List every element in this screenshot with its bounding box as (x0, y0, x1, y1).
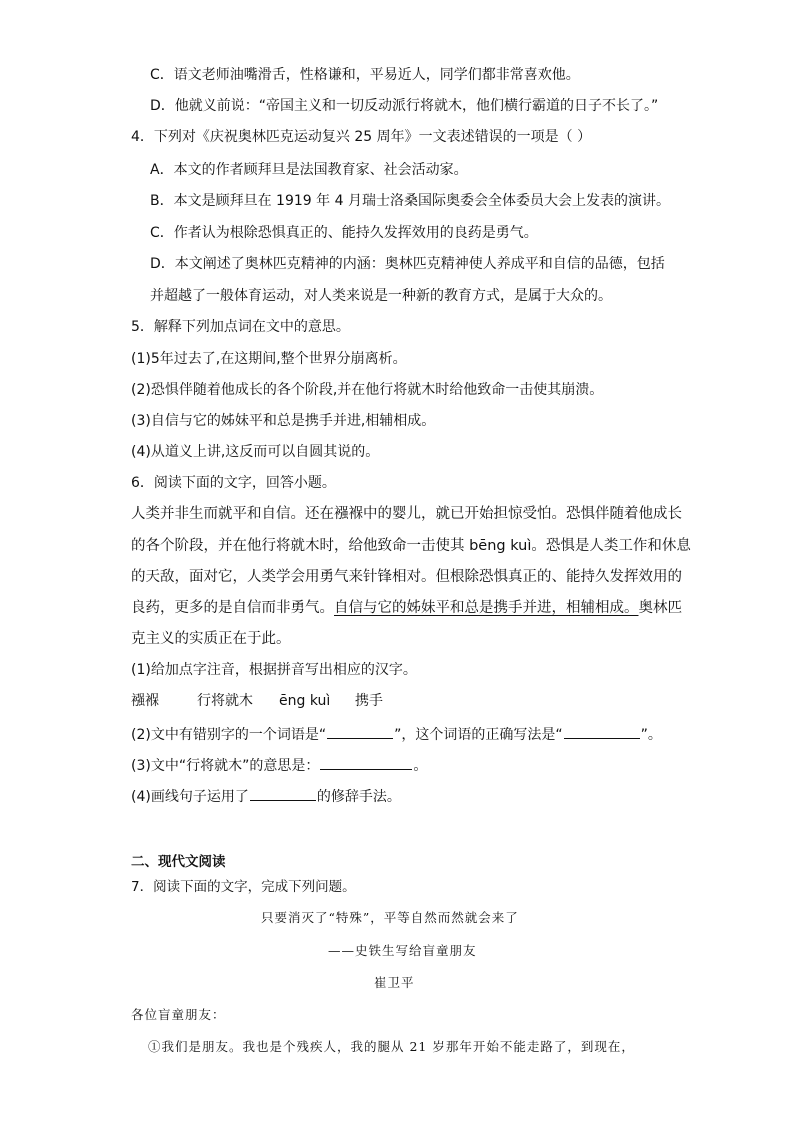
q6-passage-line4-tail: 奥林匹 (638, 600, 682, 616)
q6-sub4-suffix: 的修辞手法。 (316, 789, 401, 805)
q6-sub4-prefix: (4)画线句子运用了 (131, 789, 249, 805)
q3-option-c: C．语文老师油嘴滑舌，性格谦和，平易近人，同学们都非常喜欢他。 (150, 67, 580, 83)
section2-heading: 二、现代文阅读 (131, 854, 226, 870)
q6-passage-line5: 克主义的实质正在于此。 (131, 631, 291, 647)
q4-option-a: A．本文的作者顾拜旦是法国教育家、社会活动家。 (150, 162, 468, 178)
q6-underlined-sentence: 自信与它的姊妹平和总是携手并进，相辅相成。 (334, 600, 639, 616)
q6-sub2-blank-1[interactable] (327, 724, 393, 739)
q6-word-2: 行将就木 (197, 693, 253, 709)
q6-sub1-words (131, 692, 383, 710)
q5-item-4: (4)从道义上讲,这反而可以自圆其说的。 (131, 444, 380, 460)
q6-sub4-blank[interactable] (250, 786, 316, 801)
q6-passage-line3: 的天敌，面对它，人类学会用勇气来针锋相对。但根除恐惧真正的、能持久发挥效用的 (131, 569, 682, 585)
article-greeting: 各位盲童朋友： (131, 1007, 226, 1022)
q6-word-3: ēng kuì (279, 693, 331, 709)
q6-sub2 (131, 724, 662, 744)
q6-passage-line2: 的各个阶段，并在他行将就木时，给他致命一击使其 bēng kuì。恐惧是人类工作和休息 (131, 538, 691, 554)
q6-stem: 6．阅读下面的文字，回答小题。 (131, 475, 336, 491)
q3-option-d: D．他就义前说：“帝国主义和一切反动派行将就木，他们横行霸道的日子不长了。” (150, 98, 659, 114)
q5-item-1: (1)5年过去了,在这期间,整个世界分崩离析。 (131, 351, 407, 367)
q4-option-b: B．本文是顾拜旦在 1919 年 4 月瑞士洛桑国际奥委会全体委员大会上发表的演讲。 (150, 193, 670, 209)
q6-sub2-prefix: (2)文中有错别字的一个词语是“ (131, 727, 327, 743)
q6-sub3-blank[interactable] (320, 755, 412, 770)
q6-sub3 (131, 755, 427, 775)
q6-sub2-suffix: ”。 (640, 727, 662, 743)
q6-sub2-blank-2[interactable] (564, 724, 640, 739)
q7-stem: 7．阅读下面的文字，完成下列问题。 (131, 879, 356, 895)
q6-sub4 (131, 786, 401, 806)
article-subtitle: ——史铁生写给盲童朋友 (328, 943, 477, 958)
q6-sub2-middle: ”，这个词语的正确写法是“ (394, 727, 563, 743)
q4-option-d-line2: 并超越了一般体育运动，对人类来说是一种新的教育方式，是属于大众的。 (150, 288, 612, 304)
q5-item-2: (2)恐惧伴随着他成长的各个阶段,并在他行将就木时给他致命一击使其崩溃。 (131, 382, 604, 398)
q6-word-4: 携手 (355, 693, 383, 709)
q6-passage-line1: 人类并非生而就平和自信。还在襁褓中的婴儿，就已开始担惊受怕。恐惧伴随着他成长 (131, 506, 682, 522)
article-paragraph-1: ①我们是朋友。我也是个残疾人，我的腿从 21 岁那年开始不能走路了，到现在， (148, 1039, 635, 1054)
q4-option-c: C．作者认为根除恐惧真正的、能持久发挥效用的良药是勇气。 (150, 225, 538, 241)
q4-option-d-line1: D．本文阐述了奥林匹克精神的内涵：奥林匹克精神使人养成平和自信的品德，包括 (150, 256, 665, 272)
q6-sub3-prefix: (3)文中“行将就木”的意思是： (131, 758, 320, 774)
q6-sub1-stem: (1)给加点字注音，根据拼音写出相应的汉字。 (131, 662, 417, 678)
article-author: 崔卫平 (374, 975, 415, 990)
q6-passage-line4-plain: 良药，更多的是自信而非勇气。 (131, 600, 334, 616)
q5-stem: 5．解释下列加点词在文中的意思。 (131, 319, 350, 335)
q6-sub3-suffix: 。 (413, 758, 428, 774)
q4-stem: 4．下列对《庆祝奥林匹克运动复兴 25 周年》一文表述错误的一项是（ ） (131, 129, 592, 145)
q5-item-3: (3)自信与它的姊妹平和总是携手并进,相辅相成。 (131, 413, 436, 429)
q6-word-1: 襁褓 (131, 693, 159, 709)
article-title: 只要消灭了“特殊”，平等自然而然就会来了 (261, 910, 519, 925)
q6-passage-line4 (131, 599, 682, 617)
